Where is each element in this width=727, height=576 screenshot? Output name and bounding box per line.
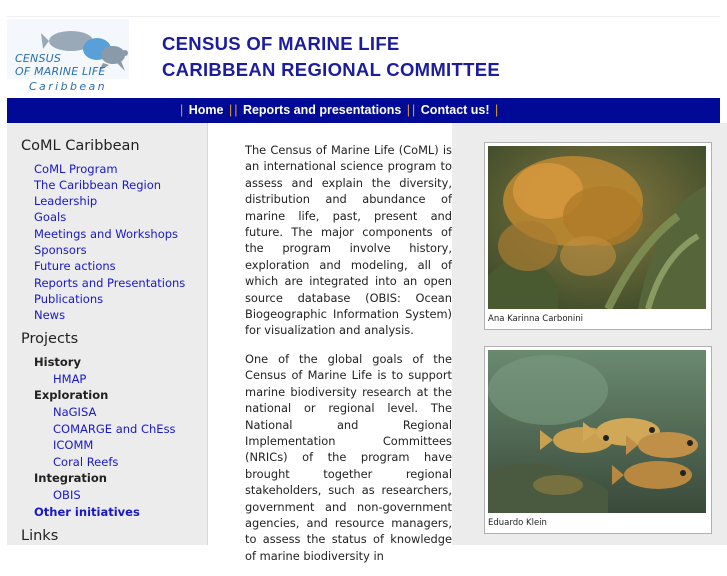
sidebar-link-reports[interactable]: Reports and Presentations	[34, 276, 186, 290]
content-paragraph: The Census of Marine Life (CoML) is an international science program to assess and explain the diversity, distribution and abundance of marine life, past, present and future. The major components of the program involve history, exploration and modeling, all of which are integrated into an open source database (OBIS: Ocean Biogeographic Information System) for visualization and analysis.	[245, 143, 452, 338]
nav-links	[179, 98, 499, 123]
nav-separator: |	[180, 103, 184, 117]
nav-contact-link[interactable]: Contact us!	[420, 103, 490, 117]
logo-line-3: Caribbean	[7, 79, 129, 95]
sidebar-link-coral-reefs[interactable]: Coral Reefs	[53, 455, 119, 469]
sidebar-link-comarge[interactable]: COMARGE and ChEss	[53, 422, 176, 436]
main-content	[245, 142, 452, 576]
photo-caption: Eduardo Klein	[488, 518, 547, 528]
top-strip	[0, 0, 727, 15]
content-paragraph: One of the global goals of the Census of Marine Life is to support marine biodiversity research at the national or regional level. The National and Regional Implementation Committees (NRICs) of the program have brought together regional stakeholders, such as researchers, government and non-government agencies, and resource managers, to assess the status of knowledge of marine biodiversity in	[245, 351, 452, 563]
sidebar-link-coml-program[interactable]: CoML Program	[34, 162, 118, 176]
top-navigation-bar	[7, 98, 720, 123]
sidebar-divider	[207, 123, 208, 545]
sidebar-link-icomm[interactable]: ICOMM	[53, 438, 94, 452]
sidebar-group-integration: Integration	[34, 471, 107, 485]
sidebar-link-obis[interactable]: OBIS	[53, 488, 81, 502]
photo-frame-fish	[484, 346, 712, 534]
photo-caption: Ana Karinna Carbonini	[488, 314, 584, 324]
sidebar-link-goals[interactable]: Goals	[34, 210, 67, 224]
nav-separator: |	[412, 103, 416, 117]
sidebar-link-publications[interactable]: Publications	[34, 292, 104, 306]
logo-line-2: OF MARINE LIFE	[15, 65, 106, 78]
nav-separator: |	[234, 103, 238, 117]
photo-frame-anemone	[484, 142, 712, 330]
nav-home-link[interactable]: Home	[188, 103, 224, 117]
nav-separator: |	[228, 103, 233, 117]
nav-reports-link[interactable]: Reports and presentations	[242, 103, 402, 117]
sidebar-heading-coml-caribbean: CoML Caribbean	[21, 138, 140, 154]
sidebar-link-hmap[interactable]: HMAP	[53, 372, 87, 386]
sidebar-link-leadership[interactable]: Leadership	[34, 194, 98, 208]
sidebar-link-caribbean-region[interactable]: The Caribbean Region	[34, 178, 162, 192]
sidebar-link-future-actions[interactable]: Future actions	[34, 259, 116, 273]
sea-anemone-photo	[488, 146, 706, 309]
sidebar-heading-links: Links	[21, 528, 59, 544]
sidebar-group-exploration: Exploration	[34, 388, 109, 402]
site-title: CENSUS OF MARINE LIFE	[162, 33, 400, 54]
sidebar-link-nagisa[interactable]: NaGISA	[53, 405, 97, 419]
sidebar-link-other-initiatives[interactable]: Other initiatives	[34, 505, 140, 519]
logo-line-1: CENSUS	[15, 52, 62, 65]
reef-fish-photo	[488, 350, 706, 513]
sidebar-link-sponsors[interactable]: Sponsors	[34, 243, 87, 257]
sidebar-heading-projects: Projects	[21, 331, 79, 347]
sidebar-link-news[interactable]: News	[34, 308, 66, 322]
sidebar-group-history: History	[34, 355, 81, 369]
sidebar	[7, 123, 207, 545]
coml-caribbean-logo[interactable]	[7, 19, 129, 95]
site-subtitle: CARIBBEAN REGIONAL COMMITTEE	[162, 59, 500, 80]
nav-separator: |	[495, 103, 499, 117]
nav-separator: |	[406, 103, 411, 117]
sidebar-link-meetings[interactable]: Meetings and Workshops	[34, 227, 179, 241]
